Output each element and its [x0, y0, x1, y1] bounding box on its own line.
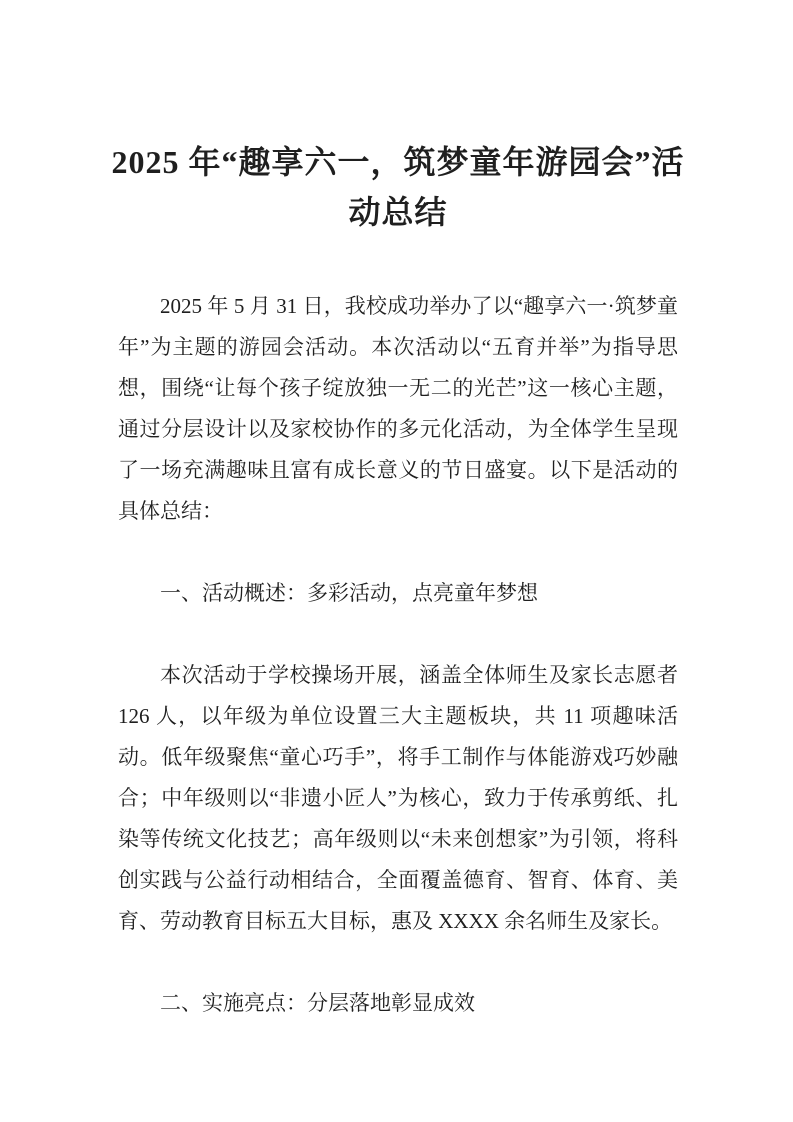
paragraph-activity-details: 本次活动于学校操场开展，涵盖全体师生及家长志愿者 126 人，以年级为单位设置三大主题板块，共 11 项趣味活动。低年级聚焦“童心巧手”，将手工制作与体能游戏巧妙融合；中年级则以“非遗小匠人”为核心，致力于传承剪纸、扎染等传统文化技艺；高年级则以“未来创想家”为引领，将科创实践与公益行动相结合，全面覆盖德育、智育、体育、美育、劳动教育目标五大目标，惠及 XXXX 余名师生及家长。	[118, 663, 678, 933]
document-body	[118, 286, 678, 1065]
document-title: 2025 年“趣享六一，筑梦童年游园会”活动总结	[111, 144, 685, 231]
paragraph-overview-intro: 2025 年 5 月 31 日，我校成功举办了以“趣享六一·筑梦童年”为主题的游园会活动。本次活动以“五育并举”为指导思想，围绕“让每个孩子绽放独一无二的光芒”这一核心主题，通过分层设计以及家校协作的多元化活动，为全体学生呈现了一场充满趣味且富有成长意义的节日盛宴。以下是活动的具体总结：	[118, 294, 678, 523]
section-heading-1: 一、活动概述：多彩活动，点亮童年梦想	[160, 581, 538, 605]
section-heading-2: 二、实施亮点：分层落地彰显成效	[160, 991, 475, 1015]
